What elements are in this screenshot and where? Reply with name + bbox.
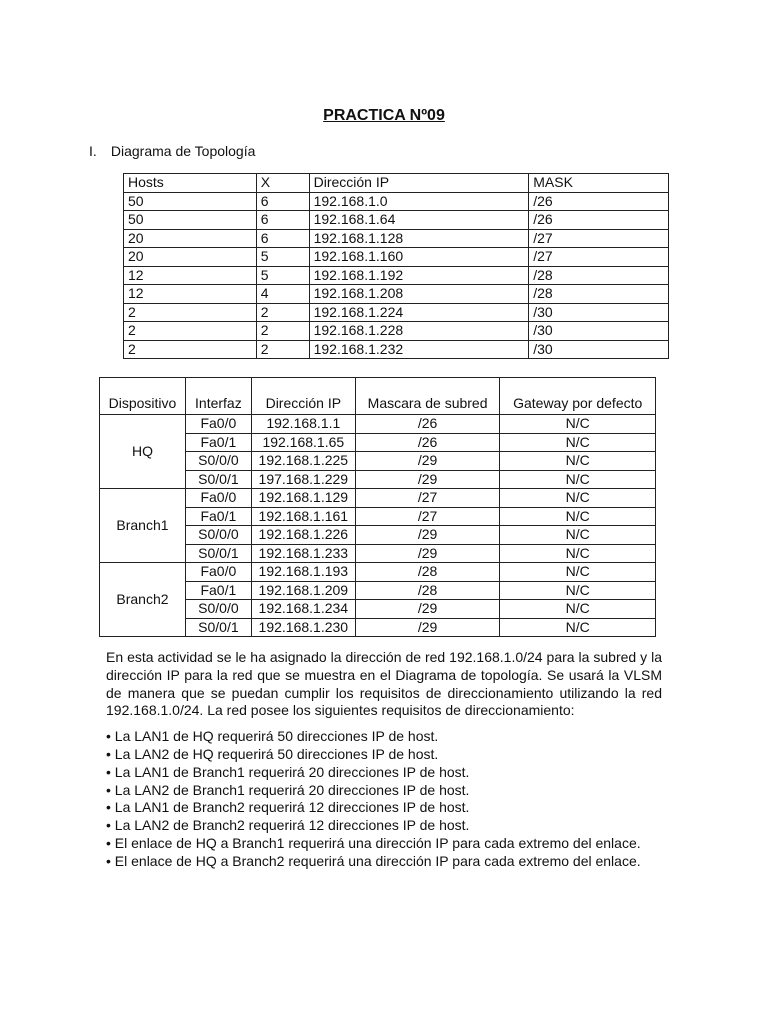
table-cell: 6 [256,192,309,211]
table-cell: 2 [256,303,309,322]
table-row [100,489,656,508]
column-header: Interfaz [185,378,251,415]
table-cell: 192.168.1.234 [251,600,355,619]
table-row [124,285,669,304]
section-title: Diagrama de Topología [110,143,256,159]
table-cell: /29 [355,526,500,545]
requirements-text [106,649,662,871]
table-cell: 192.168.1.233 [251,544,355,563]
table-row [124,266,669,285]
list-item: • La LAN1 de Branch1 requerirá 20 direcciones IP de host. [106,763,470,780]
table-header-row [100,378,656,415]
table-cell: Fa0/1 [185,507,251,526]
table-cell: /27 [529,229,669,248]
column-header: Dirección IP [251,378,355,415]
table-cell: 192.168.1.226 [251,526,355,545]
table-row [124,211,669,230]
table-cell: /30 [529,340,669,359]
table-row [124,303,669,322]
table-cell: 5 [256,266,309,285]
table-row [124,192,669,211]
table-cell: /27 [355,489,500,508]
column-header: Gateway por defecto [500,378,656,415]
device-name: HQ [100,415,186,489]
list-item: • El enlace de HQ a Branch2 requerirá una dirección IP para cada extremo del enlace. [106,852,641,869]
table-cell: Fa0/1 [185,581,251,600]
section-heading [89,143,255,159]
section-number: I. [89,143,97,159]
table-cell: Fa0/0 [185,563,251,582]
page-title: PRACTICA Nº09 [323,107,445,124]
table-cell: 2 [124,303,257,322]
table-cell: S0/0/0 [185,452,251,471]
table-cell: /29 [355,452,500,471]
column-header: Dirección IP [309,174,529,193]
table-cell: 2 [124,340,257,359]
table-cell: /26 [529,192,669,211]
table-cell: 2 [124,322,257,341]
table-cell: N/C [500,544,656,563]
table-cell: N/C [500,526,656,545]
table-cell: S0/0/1 [185,618,251,637]
table-row [124,322,669,341]
table-cell: 197.168.1.229 [251,470,355,489]
table-cell: 20 [124,248,257,267]
table-row [100,415,656,434]
requirements-list [106,728,662,870]
table-cell: 5 [256,248,309,267]
table-cell: 192.168.1.192 [309,266,529,285]
list-item: • La LAN2 de Branch2 requerirá 12 direcciones IP de host. [106,817,470,834]
table-cell: S0/0/0 [185,600,251,619]
table-cell: /28 [529,285,669,304]
list-item: • La LAN1 de Branch2 requerirá 12 direcciones IP de host. [106,799,470,816]
table-cell: /28 [529,266,669,285]
table-cell: 12 [124,285,257,304]
column-header: X [256,174,309,193]
table-cell: 192.168.1.1 [251,415,355,434]
table-cell: /29 [355,600,500,619]
table-cell: N/C [500,507,656,526]
table-cell: S0/0/0 [185,526,251,545]
table-cell: 192.168.1.232 [309,340,529,359]
table-cell: 192.168.1.228 [309,322,529,341]
table-cell: 192.168.1.230 [251,618,355,637]
table-cell: 192.168.1.161 [251,507,355,526]
table-cell: 192.168.1.209 [251,581,355,600]
table-cell: /26 [355,415,500,434]
table-cell: N/C [500,581,656,600]
addressing-table [99,377,656,637]
table-cell: /29 [355,470,500,489]
column-header: Hosts [124,174,257,193]
table-cell: /30 [529,322,669,341]
device-name: Branch2 [100,563,186,637]
table-cell: 4 [256,285,309,304]
list-item: • La LAN2 de HQ requerirá 50 direcciones IP de host. [106,745,439,762]
table-cell: /30 [529,303,669,322]
subnet-table [123,173,669,359]
table-cell: Fa0/0 [185,489,251,508]
table-cell: 6 [256,229,309,248]
column-header: Dispositivo [100,378,186,415]
list-item: • La LAN2 de Branch1 requerirá 20 direcciones IP de host. [106,781,470,798]
table-cell: /28 [355,581,500,600]
table-cell: 192.168.1.129 [251,489,355,508]
table-cell: 6 [256,211,309,230]
table-cell: Fa0/0 [185,415,251,434]
table-cell: 192.168.1.65 [251,433,355,452]
table-cell: 192.168.1.64 [309,211,529,230]
table-cell: N/C [500,600,656,619]
table-cell: S0/0/1 [185,470,251,489]
table-row [124,248,669,267]
table-cell: 50 [124,192,257,211]
table-cell: 2 [256,322,309,341]
device-name: Branch1 [100,489,186,563]
table-cell: N/C [500,415,656,434]
table-cell: N/C [500,470,656,489]
table-cell: 192.168.1.225 [251,452,355,471]
table-cell: N/C [500,489,656,508]
intro-paragraph: En esta actividad se le ha asignado la dirección de red 192.168.1.0/24 para la subred y la dirección IP para la red que se muestra en el Diagrama de topología. Se usará la VLSM de manera que se puedan cumplir los requisitos de direccionamiento utilizando la red 192.168.1.0/24. La red posee los siguientes requisitos de direccionamiento: [106,649,662,719]
table-cell: N/C [500,452,656,471]
table-cell: 12 [124,266,257,285]
table-cell: /28 [355,563,500,582]
table-cell: /26 [529,211,669,230]
table-cell: 20 [124,229,257,248]
table-cell: Fa0/1 [185,433,251,452]
table-cell: /29 [355,544,500,563]
table-cell: N/C [500,433,656,452]
table-row [124,340,669,359]
table-cell: S0/0/1 [185,544,251,563]
table-cell: /27 [529,248,669,267]
column-header: MASK [529,174,669,193]
table-cell: 192.168.1.208 [309,285,529,304]
table-cell: /27 [355,507,500,526]
table-cell: 192.168.1.224 [309,303,529,322]
table-cell: 192.168.1.160 [309,248,529,267]
table-row [100,563,656,582]
list-item: • La LAN1 de HQ requerirá 50 direcciones IP de host. [106,728,439,745]
table-cell: /29 [355,618,500,637]
table-cell: 192.168.1.128 [309,229,529,248]
table-cell: 192.168.1.193 [251,563,355,582]
column-header: Mascara de subred [355,378,500,415]
table-cell: N/C [500,563,656,582]
table-row [124,229,669,248]
table-cell: N/C [500,618,656,637]
table-cell: 192.168.1.0 [309,192,529,211]
list-item: • El enlace de HQ a Branch1 requerirá una dirección IP para cada extremo del enlace. [106,834,641,851]
table-header-row [124,174,669,193]
table-cell: 50 [124,211,257,230]
table-cell: 2 [256,340,309,359]
table-cell: /26 [355,433,500,452]
